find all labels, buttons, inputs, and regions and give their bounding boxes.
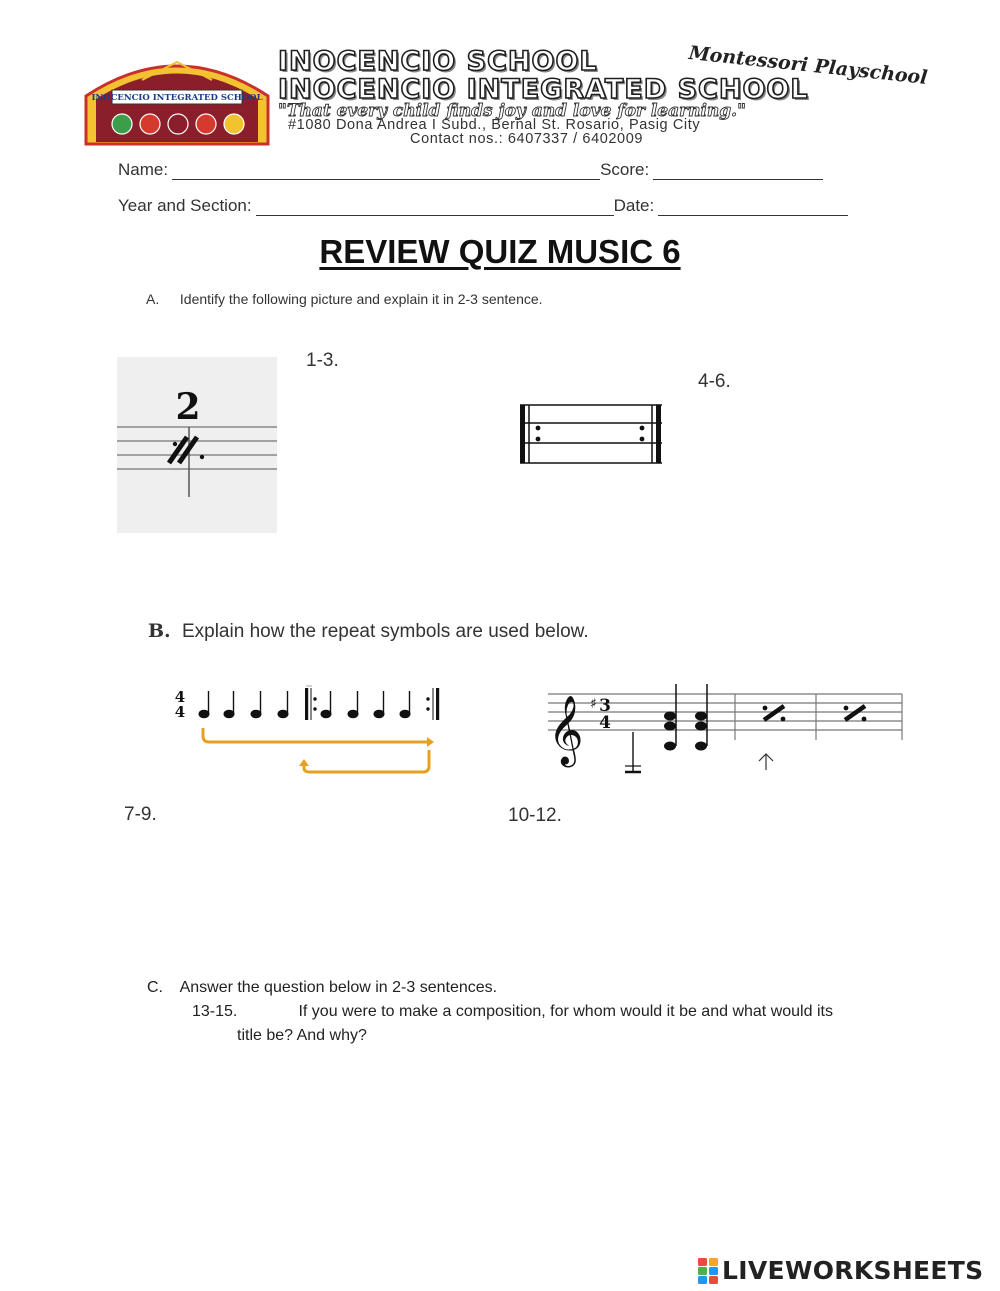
question-13-15-number: 13-15.	[192, 1003, 238, 1020]
school-address: #1080 Dona Andrea I Subd., Bernal St. Rosario, Pasig City	[288, 117, 701, 133]
section-a-text: Identify the following picture and explain it in 2-3 sentence.	[179, 291, 543, 307]
score-field[interactable]	[653, 163, 823, 180]
date-field[interactable]	[658, 199, 848, 216]
school-contact: Contact nos.: 6407337 / 6402009	[410, 131, 644, 147]
question-13-15-line1: If you were to make a composition, for whom would it be and what would its	[298, 1003, 833, 1020]
liveworksheets-logo-icon	[697, 1257, 719, 1285]
sharp-icon: ♯	[590, 696, 597, 712]
two-bar-count: 2	[175, 386, 201, 428]
school-name-line2: INOCENCIO INTEGRATED SCHOOL	[278, 74, 809, 105]
measure-repeat-figure	[540, 680, 905, 778]
item-4-6-number: 4-6.	[698, 371, 731, 392]
page-title	[0, 233, 1000, 271]
section-c-instruction	[147, 979, 497, 997]
logo-text: INOCENCIO INTEGRATED SCHOOL	[91, 93, 263, 103]
section-b-instruction	[148, 620, 589, 643]
year-section-label: Year and Section:	[118, 196, 252, 215]
year-date-row	[118, 196, 848, 216]
section-a-letter: A.	[146, 291, 160, 307]
year-section-field[interactable]	[256, 199, 614, 216]
item-1-3-number: 1-3.	[306, 350, 339, 371]
repeat-sign-figure	[516, 403, 666, 465]
question-13-15	[192, 1003, 833, 1021]
fig3-time-bottom: 4	[174, 703, 186, 721]
name-label: Name:	[118, 160, 169, 179]
section-b-text: Explain how the repeat symbols are used below.	[181, 621, 589, 642]
question-13-15-line2: title be? And why?	[237, 1027, 367, 1044]
fig4-time-bottom: 4	[599, 713, 611, 733]
item-7-9-number: 7-9.	[124, 804, 157, 825]
name-field[interactable]	[172, 163, 600, 180]
section-c-letter: C.	[147, 979, 163, 996]
quarter-notes-repeat-figure	[170, 684, 445, 776]
section-b-letter: B.	[148, 620, 171, 642]
school-motto: "That every child finds joy and love for learning."	[278, 101, 746, 121]
date-label: Date:	[613, 196, 655, 215]
section-c-text: Answer the question below in 2-3 sentences.	[179, 979, 498, 996]
fig4-time-top: 3	[599, 696, 611, 716]
page-title-text: REVIEW QUIZ MUSIC 6	[319, 233, 681, 270]
score-label: Score:	[600, 160, 650, 179]
school-name-line1: INOCENCIO SCHOOL	[278, 46, 598, 77]
liveworksheets-text: LIVEWORKSHEETS	[722, 1256, 984, 1285]
two-bar-repeat-figure	[117, 357, 277, 533]
treble-clef-icon: 𝄞	[548, 695, 584, 765]
liveworksheets-brand	[697, 1256, 983, 1285]
school-logo	[82, 44, 272, 146]
name-score-row	[118, 160, 823, 180]
item-10-12-number: 10-12.	[508, 805, 562, 826]
section-a-instruction	[146, 291, 543, 307]
fig3-time-top: 4	[174, 688, 186, 706]
montessori-playschool-note: Montessori Playschool	[687, 42, 929, 89]
